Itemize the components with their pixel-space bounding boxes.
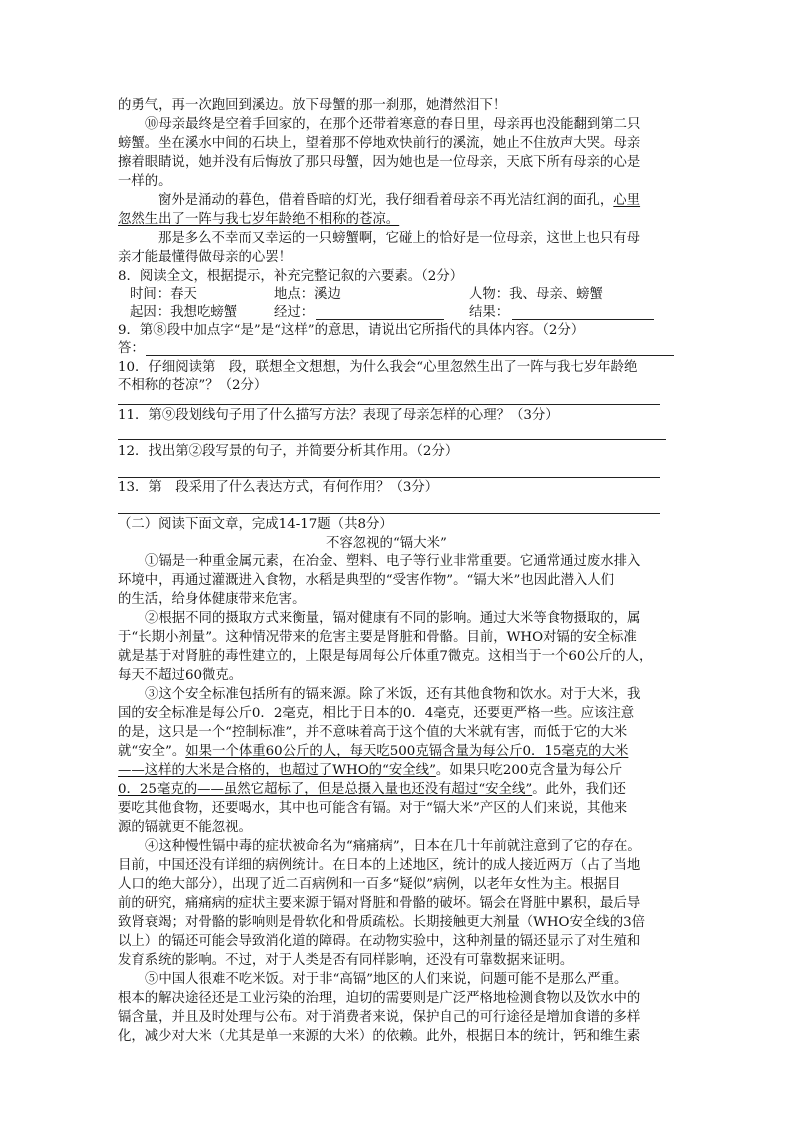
passage-text: 窗外是涌动的暮色，借着昏暗的灯光，我仔细看着母亲不再光洁红润的面孔， bbox=[158, 193, 614, 208]
q8-result-label: 结果： bbox=[469, 305, 510, 320]
question-9: 9．第⑧段中加点字“是”是“这样”的意思，请说出它所指代的具体内容。（2分） bbox=[118, 323, 585, 338]
question-10: 10．仔细阅读第 段，联想全文想想，为什么我会“心里忽然生出了一阵与我七岁年龄绝 bbox=[118, 360, 638, 375]
article-line: 的生活，给身体健康带来危害。 bbox=[118, 592, 306, 607]
passage-line: ⑩母亲最终是空着手回家的，在那个还带着寒意的春日里，母亲再也没能翻到第二只 bbox=[145, 117, 641, 132]
article-line: 目前，中国还没有详细的病例统计。在日本的上述地区，统计的成人接近两万（占了当地 bbox=[118, 858, 641, 873]
article-line: 源的镉就更不能忽视。 bbox=[118, 820, 252, 835]
q8-cause: 起因：我想吃螃蟹 bbox=[130, 305, 238, 320]
q8-process-label: 经过： bbox=[274, 305, 315, 320]
article-line: 于“长期小剂量”。这种情况带来的危害主要是肾脏和骨骼。目前，WHO对镉的安全标准 bbox=[118, 630, 637, 645]
question-8: 8．阅读全文，根据提示，补充完整记叙的六要素。（2分） bbox=[118, 269, 464, 284]
question-13: 13．第 段采用了什么表达方式，有何作用？（3分） bbox=[118, 480, 439, 495]
underlined-sentence: ——这样的大米是合格的，也超过了WHO的“安全线” bbox=[118, 763, 436, 778]
article-title: 不容忽视的“镉大米” bbox=[326, 536, 447, 551]
article-line: 致肾衰竭；对骨骼的影响则是骨软化和骨质疏松。长期接触更大剂量（WHO安全线的3倍 bbox=[118, 915, 645, 930]
article-line: ⑤中国人很难不吃米饭。对于非“高镉”地区的人们来说，问题可能不是那么严重。 bbox=[145, 972, 628, 987]
article-line bbox=[118, 742, 628, 761]
article-line: 国的安全标准是每公斤0．2毫克，相比于日本的0．4毫克，还要更严格一些。应该注意 bbox=[118, 706, 635, 721]
underlined-sentence: 心里 bbox=[613, 193, 641, 208]
underlined-sentence: 如果一个体重60公斤的人，每天吃500克镉含量为每公斤0．15毫克的大米 bbox=[185, 744, 629, 759]
question-10-cont: 不相称的苍凉”？（2分） bbox=[118, 378, 268, 393]
underlined-sentence: 0．25毫克的——虽然它超标了，但是总摄入量也还没有超过“安全线” bbox=[118, 782, 533, 797]
article-text: 。如果只吃200克含量为每公斤 bbox=[435, 763, 623, 778]
q13-answer-blank[interactable] bbox=[118, 513, 660, 514]
passage-line: 一样的。 bbox=[118, 174, 172, 189]
q8-place: 地点：溪边 bbox=[274, 287, 341, 302]
article-line: 前的研究，痛痛病的症状主要来源于镉对肾脏和骨骼的破坏。镉会在肾脏中累积，最后导 bbox=[118, 896, 641, 911]
article-line: ④这种慢性镉中毒的症状被命名为“痛痛病”，日本在几十年前就注意到了它的存在。 bbox=[145, 839, 641, 854]
passage-line: 那是多么不幸而又幸运的一只螃蟹啊，它碰上的恰好是一位母亲，这世上也只有母 bbox=[158, 231, 641, 246]
passage-line bbox=[158, 191, 640, 210]
q8-time: 时间：春天 bbox=[130, 287, 197, 302]
article-line bbox=[118, 780, 626, 799]
article-text: 就“安全”。 bbox=[118, 744, 186, 759]
article-line bbox=[118, 761, 622, 780]
article-line: 根本的解决途径还是工业污染的治理，迫切的需要则是广泛严格地检测食物以及饮水中的 bbox=[118, 991, 641, 1006]
article-line: 要吃其他食物，还要喝水，其中也可能含有镉。对于“镉大米”产区的人们来说，其他来 bbox=[118, 801, 628, 816]
article-line: 以上）的镉还可能会导致消化道的障碍。在动物实验中，这种剂量的镉还显示了对生殖和 bbox=[118, 934, 641, 949]
q9-answer-label: 答： bbox=[118, 341, 145, 356]
article-line: 每天不超过60微克。 bbox=[118, 668, 243, 683]
question-12: 12．找出第②段写景的句子，并简要分析其作用。（2分） bbox=[118, 444, 459, 459]
article-line: 镉含量，并且及时处理与公布。对于消费者来说，保护自己的可行途径是增加食谱的多样 bbox=[118, 1010, 641, 1025]
q11-answer-blank[interactable] bbox=[118, 439, 666, 440]
underlined-sentence: 忽然生出了一阵与我七岁年龄绝不相称的苍凉。 bbox=[118, 212, 400, 227]
passage-line: 螃蟹。坐在溪水中间的石块上，望着那不停地欢快前行的溪流，她止不住放声大哭。母亲 bbox=[118, 136, 641, 151]
article-line: ②根据不同的摄取方式来衡量，镉对健康有不同的影响。通过大米等食物摄取的，属 bbox=[145, 611, 641, 626]
article-line: 人口的绝大部分），出现了近二百病例和一百多“疑似”病例，以老年女性为主。根据目 bbox=[118, 877, 621, 892]
q8-result-blank[interactable] bbox=[512, 319, 654, 320]
article-line: ①镉是一种重金属元素，在冶金、塑料、电子等行业非常重要。它通常通过废水排入 bbox=[145, 554, 641, 569]
q10-answer-blank[interactable] bbox=[118, 404, 660, 405]
article-line: 发育系统的影响。不过，对于人类是否有同样影响，还没有可靠数据来证明。 bbox=[118, 953, 574, 968]
question-11: 11．第⑨段划线句子用了什么描写方法？表现了母亲怎样的心理？（3分） bbox=[118, 408, 559, 423]
q8-people: 人物：我、母亲、螃蟹 bbox=[469, 287, 603, 302]
passage-line: 的勇气，再一次跑回到溪边。放下母蟹的那一刹那，她潸然泪下！ bbox=[118, 98, 507, 113]
article-line: ③这个安全标准包括所有的镉来源。除了米饭，还有其他食物和饮水。对于大米，我 bbox=[145, 687, 641, 702]
article-line: 就是基于对肾脏的毒性建立的，上限是每周每公斤体重7微克。这相当于一个60公斤的人， bbox=[118, 649, 653, 664]
q8-process-blank[interactable] bbox=[316, 319, 444, 320]
passage-line: 擦着眼睛说，她并没有后悔放了那只母蟹，因为她也是一位母亲，天底下所有母亲的心是 bbox=[118, 155, 641, 170]
q9-answer-blank[interactable] bbox=[146, 355, 674, 356]
article-text: 。此外，我们还 bbox=[532, 782, 626, 797]
article-line: 环境中，再通过灌溉进入食物，水稻是典型的“受害作物”。“镉大米”也因此潜入人们 bbox=[118, 573, 615, 588]
article-line: 的是，这只是一个“控制标准”，并不意味着高于这个值的大米就有害，而低于它的大米 bbox=[118, 725, 628, 740]
section-heading: （二）阅读下面文章，完成14-17题（共8分） bbox=[118, 517, 393, 532]
article-line: 化，减少对大米（尤其是单一来源的大米）的依赖。此外，根据日本的统计，钙和维生素 bbox=[118, 1029, 641, 1044]
passage-line: 亲才能最懂得做母亲的心罢！ bbox=[118, 250, 293, 265]
